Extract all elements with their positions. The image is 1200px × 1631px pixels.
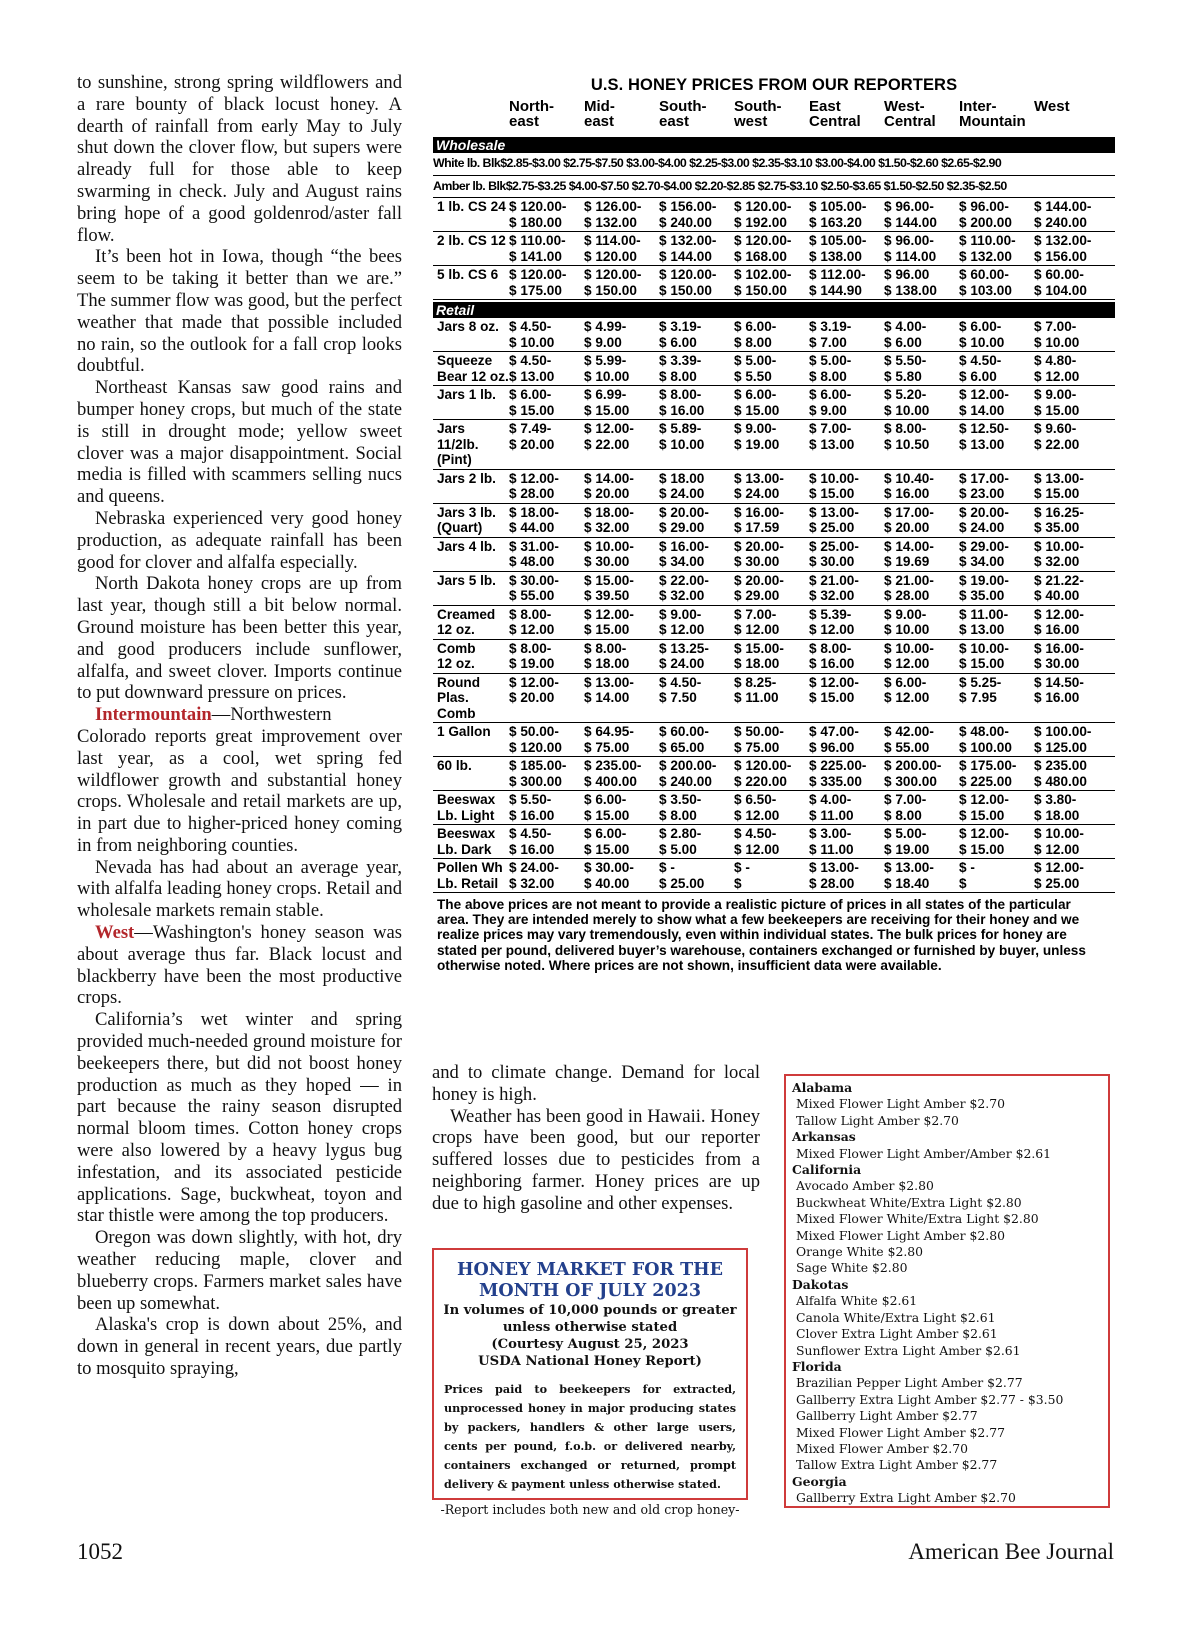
price-cell: $ 235.00- $ 400.00 bbox=[584, 758, 642, 789]
price-cell: $ 235.00 $ 480.00 bbox=[1034, 758, 1087, 789]
price-cell: $ 8.00- $ 19.00 bbox=[509, 640, 555, 671]
price-cell: $ 25.00- $ 30.00 bbox=[809, 538, 859, 569]
price-cell: $ 10.40- $ 16.00 bbox=[884, 470, 934, 501]
market-footer: -Report includes both new and old crop honey- bbox=[440, 1502, 740, 1517]
state-price-item: Mixed Flower Light Amber/Amber $2.61 bbox=[796, 1145, 1052, 1161]
price-cell: $ 5.50- $ 16.00 bbox=[509, 792, 555, 823]
price-cell: $ 10.00- $ 32.00 bbox=[1034, 538, 1084, 569]
price-cell: $ 7.00- $ 8.00 bbox=[884, 792, 927, 823]
state-price-item: Mixed Flower White/Extra Light $2.80 bbox=[796, 1211, 1039, 1227]
state-price-box bbox=[784, 1074, 1110, 1508]
price-cell: $ 96.00- $ 144.00 bbox=[884, 199, 937, 230]
price-cell: $ 19.00- $ 35.00 bbox=[959, 572, 1009, 603]
article-paragraph bbox=[432, 1062, 760, 1106]
price-cell: $ 225.00- $ 335.00 bbox=[809, 758, 867, 789]
price-cell: $ 144.00- $ 240.00 bbox=[1034, 199, 1092, 230]
retail-rows bbox=[433, 318, 1115, 893]
price-cell: $ 13.00- $ 14.00 bbox=[584, 674, 634, 705]
state-price-item: Mixed Flower Light Amber $2.80 bbox=[796, 1227, 1005, 1243]
table-row bbox=[433, 606, 1115, 640]
paragraph-text: —Washington's honey season was about average thus far. Black locust and blackberry have been the most productive crops. bbox=[77, 922, 402, 1009]
row-label: Comb 12 oz. bbox=[437, 640, 476, 671]
row-label: Jars 3 lb. (Quart) bbox=[437, 504, 496, 535]
table-row bbox=[433, 504, 1115, 538]
price-cell: $ 64.95- $ 75.00 bbox=[584, 724, 634, 755]
state-name: Dakotas bbox=[792, 1276, 849, 1292]
region-header-cell: Mid- east bbox=[584, 98, 615, 130]
table-row bbox=[433, 791, 1115, 825]
honey-price-table bbox=[433, 76, 1115, 973]
article-paragraph bbox=[77, 573, 402, 704]
price-cell: $ 110.00- $ 132.00 bbox=[959, 233, 1016, 264]
price-cell: $ 5.99- $ 10.00 bbox=[584, 353, 630, 384]
price-cell: $ 10.00- $ 30.00 bbox=[584, 538, 634, 569]
price-cell: $ 30.00- $ 55.00 bbox=[509, 572, 559, 603]
row-label: Beeswax Lb. Light bbox=[437, 792, 496, 823]
row-label: 5 lb. CS 6 bbox=[437, 267, 499, 282]
price-cell: $ 120.00- $ 150.00 bbox=[584, 267, 642, 298]
row-label: 1 Gallon bbox=[437, 724, 491, 739]
price-cell: $ 200.00- $ 300.00 bbox=[884, 758, 942, 789]
row-label: Jars 11/2lb. (Pint) bbox=[437, 421, 479, 467]
table-row bbox=[433, 352, 1115, 386]
price-cell: $ 7.00- $ 13.00 bbox=[809, 421, 855, 452]
price-cell: $ 12.00- $ 16.00 bbox=[1034, 606, 1084, 637]
price-cell: $ 4.50- $ 13.00 bbox=[509, 353, 555, 384]
state-price-item: Clover Extra Light Amber $2.61 bbox=[796, 1326, 998, 1342]
row-label: Squeeze Bear 12 oz. bbox=[437, 353, 509, 384]
price-cell: $ 5.00- $ 8.00 bbox=[809, 353, 852, 384]
region-header-cell: North- east bbox=[509, 98, 554, 130]
price-cell: $ 4.80- $ 12.00 bbox=[1034, 353, 1080, 384]
price-cell: $ 7.00- $ 10.00 bbox=[1034, 319, 1080, 350]
price-cell: $ 13.00- $ 24.00 bbox=[734, 470, 784, 501]
table-row bbox=[433, 825, 1115, 859]
price-cell: $ 6.00- $ 9.00 bbox=[809, 387, 852, 418]
article-paragraph bbox=[432, 1106, 760, 1215]
price-cell: $ 3.39- $ 8.00 bbox=[659, 353, 702, 384]
state-price-item: Buckwheat White/Extra Light $2.80 bbox=[796, 1194, 1022, 1210]
price-cell: $ 3.80- $ 18.00 bbox=[1034, 792, 1080, 823]
journal-name: American Bee Journal bbox=[908, 1539, 1114, 1564]
paragraph-text: —Northwestern Colorado reports great improvement over last year, as a cool, wet spring fed wildflower growth and substantial honey crops. Wholesale and retail markets are up, in part due to higher-priced honey coming in from neighboring counties. bbox=[77, 704, 402, 856]
row-label: Jars 2 lb. bbox=[437, 470, 496, 486]
market-subtitle-2: unless otherwise stated bbox=[502, 1320, 678, 1335]
price-cell: $ 96.00- $ 114.00 bbox=[884, 233, 937, 264]
price-cell: $ 21.00- $ 28.00 bbox=[884, 572, 934, 603]
table-row bbox=[433, 176, 1115, 199]
price-cell: $ 4.00- $ 6.00 bbox=[884, 319, 927, 350]
region-header-cell: West- Central bbox=[884, 98, 936, 130]
wholesale-section-bar: Wholesale bbox=[433, 137, 1115, 153]
price-cell: $ 5.20- $ 10.00 bbox=[884, 387, 930, 418]
market-courtesy-1: (Courtesy August 25, 2023 bbox=[491, 1337, 689, 1352]
state-price-item: Gallberry Extra Light Amber $2.70 bbox=[796, 1490, 1016, 1506]
article-paragraph bbox=[77, 922, 402, 1009]
price-cell: $ 8.25- $ 11.00 bbox=[734, 674, 779, 705]
paragraph-text: to sunshine, strong spring wildflowers and a rare bounty of black locust honey. A dearth of rainfall from early May to July shut down the clover flow, but supers were already full for those able to keep swarming in check. July and August rains bring hope of a good goldenrod/aster fall flow. bbox=[77, 72, 402, 246]
price-cell: $ 24.00- $ 32.00 bbox=[509, 860, 559, 891]
price-cell: $ 5.39- $ 12.00 bbox=[809, 606, 855, 637]
price-cell: $ 18.00- $ 44.00 bbox=[509, 504, 559, 535]
price-cell: $ 6.00- $ 15.00 bbox=[734, 387, 780, 418]
price-cell: $ 126.00- $ 132.00 bbox=[584, 199, 642, 230]
table-row bbox=[433, 386, 1115, 420]
price-cell: $ 96.00- $ 200.00 bbox=[959, 199, 1012, 230]
price-cell: $ 120.00- $ 220.00 bbox=[734, 758, 792, 789]
state-price-item: Tallow Extra Light Amber $2.77 bbox=[796, 1457, 998, 1473]
table-row bbox=[433, 723, 1115, 757]
price-cell: $ 4.50- $ 10.00 bbox=[509, 319, 555, 350]
price-cell: $ 120.00- $ 175.00 bbox=[509, 267, 567, 298]
region-header bbox=[433, 99, 1115, 135]
price-cell: $ 3.19- $ 7.00 bbox=[809, 319, 852, 350]
table-row bbox=[433, 232, 1115, 266]
price-cell: $ 9.60- $ 22.00 bbox=[1034, 421, 1080, 452]
paragraph-text: North Dakota honey crops are up from last year, though still a bit below normal. Ground moisture has been better this year, and good producers include sunflower, alfalfa, and sweet clover. Imports continue to put downward pressure on prices. bbox=[77, 573, 402, 704]
table-row bbox=[433, 757, 1115, 791]
market-courtesy-2: USDA National Honey Report) bbox=[478, 1354, 702, 1369]
price-cell: $ 12.00- $ 25.00 bbox=[1034, 860, 1084, 891]
row-label: Jars 1 lb. bbox=[437, 387, 496, 402]
price-cell: $ 42.00- $ 55.00 bbox=[884, 724, 934, 755]
price-cell: $ - $ bbox=[734, 860, 750, 891]
price-cell: $ 5.25- $ 7.95 bbox=[959, 674, 1002, 705]
price-cell: $ 13.00- $ 15.00 bbox=[1034, 470, 1084, 501]
table-row bbox=[433, 572, 1115, 606]
paragraph-text: California’s wet winter and spring provided much-needed ground moisture for beekeepers there, but did not boost honey production as much as they hoped — in part because the rainy season disrupted normal bloom times. Cotton honey crops were also lowered by a heavy lygus bug infestation, and its associated pesticide applications. Sage, buckwheat, toyon and star thistle were among the top producers. bbox=[77, 1009, 402, 1227]
region-header-cell: East Central bbox=[809, 98, 861, 130]
price-cell: $ 5.00- $ 19.00 bbox=[884, 826, 930, 857]
price-cell: $ 9.00- $ 15.00 bbox=[1034, 387, 1080, 418]
price-cell: $ 9.00- $ 19.00 bbox=[734, 421, 780, 452]
price-cell: $ 31.00- $ 48.00 bbox=[509, 538, 559, 569]
row-label: Pollen Wh Lb. Retail bbox=[437, 860, 503, 891]
table-row bbox=[433, 859, 1115, 893]
price-cell: $ 13.00- $ 18.40 bbox=[884, 860, 934, 891]
price-cell: $ 12.50- $ 13.00 bbox=[959, 421, 1009, 452]
price-cell: $ 175.00- $ 225.00 bbox=[959, 758, 1017, 789]
price-cell: $ 6.50- $ 12.00 bbox=[734, 792, 780, 823]
price-cell: $ 110.00- $ 141.00 bbox=[509, 233, 566, 264]
region-header-cell: South- west bbox=[734, 98, 782, 130]
price-cell: $ 60.00- $ 103.00 bbox=[959, 267, 1012, 298]
row-label: Jars 8 oz. bbox=[437, 319, 499, 334]
price-cell: $ 16.00- $ 34.00 bbox=[659, 538, 709, 569]
article-left-column bbox=[77, 72, 402, 1380]
price-cell: $ 29.00- $ 34.00 bbox=[959, 538, 1009, 569]
price-cell: $ 60.00- $ 104.00 bbox=[1034, 267, 1087, 298]
price-cell: $ 15.00- $ 39.50 bbox=[584, 572, 634, 603]
price-cell: $ 16.25- $ 35.00 bbox=[1034, 504, 1084, 535]
price-cell: $ 18.00 $ 24.00 bbox=[659, 470, 705, 501]
table-row bbox=[433, 470, 1115, 504]
price-cell: $ 22.00- $ 32.00 bbox=[659, 572, 709, 603]
price-cell: $ 102.00- $ 150.00 bbox=[734, 267, 792, 298]
article-paragraph bbox=[77, 1227, 402, 1314]
market-description: Prices paid to beekeepers for extracted, unprocessed honey in major producing states by packers, handlers & other large users, cents per pound, f.o.b. or delivered nearby, containers exchanged or returned, prompt delivery & payment unless otherwise stated. bbox=[444, 1382, 736, 1491]
article-paragraph bbox=[77, 72, 402, 246]
state-price-item: Gallberry Extra Light Amber $2.77 - $3.50 bbox=[796, 1391, 1064, 1407]
price-cell: $ 48.00- $ 100.00 bbox=[959, 724, 1012, 755]
price-cell: $ 12.00- $ 28.00 bbox=[509, 470, 559, 501]
price-cell: $ 5.00- $ 5.50 bbox=[734, 353, 777, 384]
row-label: Creamed 12 oz. bbox=[437, 606, 496, 637]
price-cell: $ 120.00- $ 150.00 bbox=[659, 267, 717, 298]
price-cell: $ 5.50- $ 5.80 bbox=[884, 353, 927, 384]
region-header-cell: South- east bbox=[659, 98, 707, 130]
price-cell: $ 5.89- $ 10.00 bbox=[659, 421, 705, 452]
price-cell: $ 3.50- $ 8.00 bbox=[659, 792, 702, 823]
state-price-item: Tallow Light Amber $2.70 bbox=[796, 1112, 959, 1128]
price-cell: $ - $ bbox=[959, 860, 975, 891]
price-cell: $ 15.00- $ 18.00 bbox=[734, 640, 784, 671]
price-cell: $ 10.00- $ 15.00 bbox=[959, 640, 1009, 671]
article-paragraph bbox=[77, 1314, 402, 1379]
state-price-item: Canola White/Extra Light $2.61 bbox=[796, 1309, 996, 1325]
state-price-item: Alfalfa White $2.61 bbox=[796, 1293, 918, 1309]
price-cell: $ 156.00- $ 240.00 bbox=[659, 199, 717, 230]
state-name: Georgia bbox=[792, 1473, 847, 1489]
paragraph-text: Northeast Kansas saw good rains and bumper honey crops, but much of the state is still in drought mode; yellow sweet clover was a major disappointment. Social media is filled with scammers selling nucs and queens. bbox=[77, 377, 402, 508]
price-cell: $ 8.00- $ 16.00 bbox=[809, 640, 855, 671]
price-cell: $ 6.99- $ 15.00 bbox=[584, 387, 630, 418]
price-cell: $ 6.00- $ 15.00 bbox=[509, 387, 555, 418]
price-cell: $ 13.00- $ 25.00 bbox=[809, 504, 859, 535]
region-header-spacer bbox=[433, 99, 509, 135]
price-cell: $ 7.49- $ 20.00 bbox=[509, 421, 555, 452]
price-cell: $ 17.00- $ 20.00 bbox=[884, 504, 934, 535]
price-cell: $ 6.00- $ 12.00 bbox=[884, 674, 930, 705]
state-name: Alabama bbox=[792, 1080, 853, 1095]
price-cell: $ 120.00- $ 192.00 bbox=[734, 199, 792, 230]
paragraph-text: Nevada has had about an average year, with alfalfa leading honey crops. Retail and wholesale markets remain stable. bbox=[77, 856, 402, 922]
table-note: The above prices are not meant to provide a realistic picture of prices in all states of the particular area. They are intended merely to show what a few beekeepers are receiving for their honey and we realize prices may vary tremendously, even within individual states. The bulk prices for honey are stated per pound, delivered buyer’s warehouse, containers exchanged or furnished by buyer, unless otherwise noted. Where prices are not shown, insufficient data were available. bbox=[437, 897, 1086, 973]
price-cell: $ 13.00- $ 28.00 bbox=[809, 860, 859, 891]
price-cell: $ 14.00- $ 20.00 bbox=[584, 470, 634, 501]
state-price-item: Gallberry Light Amber $2.77 bbox=[796, 1408, 978, 1424]
price-cell: $ 4.50- $ 6.00 bbox=[959, 353, 1002, 384]
price-cell: $ 12.00- $ 15.00 bbox=[809, 674, 859, 705]
price-cell: $ 16.00- $ 30.00 bbox=[1034, 640, 1084, 671]
table-row bbox=[433, 538, 1115, 572]
region-heading: Intermountain bbox=[95, 704, 212, 726]
price-cell: $ 12.00- $ 14.00 bbox=[959, 387, 1009, 418]
price-cell: $ 60.00- $ 65.00 bbox=[659, 724, 709, 755]
state-price-item: Sage White $2.80 bbox=[796, 1260, 908, 1276]
bulk-row-text: Amber lb. Blk$2.75-$3.25 $4.00-$7.50 $2.70-$4.00 $2.20-$2.85 $2.75-$3.10 $2.50-$3.65 $1.50-$2.50 $2.35-$2.50 bbox=[433, 178, 1007, 193]
article-paragraph bbox=[77, 857, 402, 922]
price-cell: $ 50.00- $ 120.00 bbox=[509, 724, 562, 755]
price-cell: $ 2.80- $ 5.00 bbox=[659, 826, 702, 857]
row-label: 1 lb. CS 24 bbox=[437, 199, 506, 214]
wholesale-rows bbox=[433, 198, 1115, 300]
price-cell: $ 132.00- $ 156.00 bbox=[1034, 233, 1092, 264]
state-price-item: Orange White $2.80 bbox=[796, 1244, 924, 1260]
price-cell: $ 4.50- $ 7.50 bbox=[659, 674, 702, 705]
price-cell: $ 10.00- $ 15.00 bbox=[809, 470, 859, 501]
price-cell: $ 3.00- $ 11.00 bbox=[809, 826, 854, 857]
price-cell: $ 4.50- $ 12.00 bbox=[734, 826, 780, 857]
paragraph-text: Weather has been good in Hawaii. Honey crops have been good, but our reporter suffered losses due to pesticides from a neighboring farmer. Honey prices are up due to high gasoline and other expenses. bbox=[432, 1105, 760, 1214]
state-price-item: Mixed Flower Light Amber $2.77 bbox=[796, 1424, 1005, 1440]
paragraph-text: Oregon was down slightly, with hot, dry weather reducing maple, clover and blueberry crops. Farmers market sales have been up somewhat. bbox=[77, 1227, 402, 1314]
article-paragraph bbox=[77, 377, 402, 508]
price-cell: $ 8.00- $ 18.00 bbox=[584, 640, 630, 671]
region-header-cell: West bbox=[1034, 98, 1070, 115]
paragraph-text: Nebraska experienced very good honey production, as adequate rainfall has been good for clover and alfalfa especially. bbox=[77, 507, 402, 573]
price-cell: $ 185.00- $ 300.00 bbox=[509, 758, 567, 789]
price-cell: $ 6.00- $ 8.00 bbox=[734, 319, 777, 350]
price-cell: $ 8.00- $ 16.00 bbox=[659, 387, 705, 418]
table-title: U.S. HONEY PRICES FROM OUR REPORTERS bbox=[590, 76, 958, 94]
state-name: Arkansas bbox=[792, 1129, 856, 1145]
price-cell: $ 8.00- $ 12.00 bbox=[509, 606, 555, 637]
price-cell: $ 12.00- $ 15.00 bbox=[959, 792, 1009, 823]
price-cell: $ 13.25- $ 24.00 bbox=[659, 640, 709, 671]
price-cell: $ 16.00- $ 17.59 bbox=[734, 504, 784, 535]
price-cell: $ 14.50- $ 16.00 bbox=[1034, 674, 1084, 705]
bulk-row-text: White lb. Blk$2.85-$3.00 $2.75-$7.50 $3.00-$4.00 $2.25-$3.00 $2.35-$3.10 $3.00-$4.00 $1.50-$2.60 $2.65-$2.90 bbox=[433, 156, 1002, 170]
price-cell: $ 120.00- $ 180.00 bbox=[509, 199, 567, 230]
paragraph-text: It’s been hot in Iowa, though “the bees seem to be taking it better than we are.” The summer flow was good, but the perfect weather that made that possible included no rain, so the outlook for a fall crop looks doubtful. bbox=[77, 246, 402, 377]
price-cell: $ 20.00- $ 30.00 bbox=[734, 538, 784, 569]
price-cell: $ 11.00- $ 13.00 bbox=[959, 606, 1009, 637]
article-paragraph bbox=[77, 704, 402, 857]
price-cell: $ 12.00- $ 22.00 bbox=[584, 421, 634, 452]
price-cell: $ 10.00- $ 12.00 bbox=[884, 640, 934, 671]
price-cell: $ 20.00- $ 29.00 bbox=[734, 572, 784, 603]
market-title: HONEY MARKET FOR THE MONTH OF JULY 2023 bbox=[456, 1260, 724, 1301]
table-row bbox=[433, 318, 1115, 352]
state-price-item: Mixed Flower Light Amber $2.70 bbox=[796, 1096, 1005, 1112]
table-row bbox=[433, 198, 1115, 232]
row-label: Jars 4 lb. bbox=[437, 538, 496, 554]
price-cell: $ 100.00- $ 125.00 bbox=[1034, 724, 1092, 755]
price-cell: $ 12.00- $ 20.00 bbox=[509, 674, 559, 705]
price-cell: $ 10.00- $ 12.00 bbox=[1034, 826, 1084, 857]
row-label: Beeswax Lb. Dark bbox=[437, 826, 496, 857]
table-row bbox=[433, 674, 1115, 724]
price-cell: $ 105.00- $ 138.00 bbox=[809, 233, 867, 264]
price-cell: $ 4.99- $ 9.00 bbox=[584, 319, 627, 350]
state-name: Florida bbox=[792, 1358, 842, 1374]
price-cell: $ 4.50- $ 16.00 bbox=[509, 826, 555, 857]
price-cell: $ 4.00- $ 11.00 bbox=[809, 792, 854, 823]
bulk-rows bbox=[433, 153, 1115, 198]
state-price-item: Sunflower Extra Light Amber $2.61 bbox=[796, 1342, 1021, 1358]
price-cell: $ 12.00- $ 15.00 bbox=[584, 606, 634, 637]
article-middle-column bbox=[432, 1062, 760, 1215]
market-subtitle-1: In volumes of 10,000 pounds or greater bbox=[443, 1303, 737, 1318]
price-cell: $ 7.00- $ 12.00 bbox=[734, 606, 780, 637]
price-cell: $ 114.00- $ 120.00 bbox=[584, 233, 641, 264]
region-header-cell: Inter- Mountain bbox=[959, 98, 1026, 130]
state-price-item: Avocado Amber $2.80 bbox=[796, 1178, 934, 1194]
price-cell: $ 105.00- $ 163.20 bbox=[809, 199, 867, 230]
price-cell: $ 14.00- $ 19.69 bbox=[884, 538, 934, 569]
article-paragraph bbox=[77, 246, 402, 377]
price-cell: $ 21.22- $ 40.00 bbox=[1034, 572, 1084, 603]
price-cell: $ 21.00- $ 32.00 bbox=[809, 572, 859, 603]
price-cell: $ 6.00- $ 15.00 bbox=[584, 826, 630, 857]
price-cell: $ 50.00- $ 75.00 bbox=[734, 724, 784, 755]
price-cell: $ 132.00- $ 144.00 bbox=[659, 233, 717, 264]
price-cell: $ 30.00- $ 40.00 bbox=[584, 860, 634, 891]
price-cell: $ 6.00- $ 10.00 bbox=[959, 319, 1005, 350]
table-row bbox=[433, 266, 1115, 300]
page-number: 1052 bbox=[77, 1539, 123, 1564]
region-heading: West bbox=[95, 922, 135, 944]
row-label: Jars 5 lb. bbox=[437, 572, 496, 588]
price-cell: $ 3.19- $ 6.00 bbox=[659, 319, 702, 350]
price-cell: $ 9.00- $ 10.00 bbox=[884, 606, 930, 637]
row-label: 2 lb. CS 12 bbox=[437, 233, 506, 248]
price-cell: $ 120.00- $ 168.00 bbox=[734, 233, 792, 264]
table-row bbox=[433, 153, 1115, 176]
honey-market-box bbox=[432, 1248, 748, 1517]
article-paragraph bbox=[77, 1009, 402, 1227]
article-paragraph bbox=[77, 508, 402, 573]
price-cell: $ 112.00- $ 144.90 bbox=[809, 267, 866, 298]
price-cell: $ 47.00- $ 96.00 bbox=[809, 724, 859, 755]
price-cell: $ 20.00- $ 24.00 bbox=[959, 504, 1009, 535]
price-cell: $ 9.00- $ 12.00 bbox=[659, 606, 705, 637]
state-price-item: Mixed Flower Amber $2.70 bbox=[796, 1440, 968, 1456]
price-cell: $ 200.00- $ 240.00 bbox=[659, 758, 717, 789]
row-label: 60 lb. bbox=[437, 758, 472, 773]
paragraph-text: and to climate change. Demand for local honey is high. bbox=[432, 1062, 760, 1105]
paragraph-text: Alaska's crop is down about 25%, and down in general in recent years, due partly to mosquito spraying, bbox=[77, 1314, 402, 1380]
price-cell: $ 6.00- $ 15.00 bbox=[584, 792, 630, 823]
retail-section-bar: Retail bbox=[433, 302, 1115, 318]
row-label: Round Plas. Comb bbox=[437, 674, 481, 721]
price-cell: $ - $ 25.00 bbox=[659, 860, 705, 891]
state-price-item: Brazilian Pepper Light Amber $2.77 bbox=[796, 1375, 1023, 1391]
price-cell: $ 96.00 $ 138.00 bbox=[884, 267, 937, 298]
table-row bbox=[433, 640, 1115, 674]
price-cell: $ 20.00- $ 29.00 bbox=[659, 504, 709, 535]
price-cell: $ 18.00- $ 32.00 bbox=[584, 504, 634, 535]
price-cell: $ 17.00- $ 23.00 bbox=[959, 470, 1009, 501]
price-cell: $ 12.00- $ 15.00 bbox=[959, 826, 1009, 857]
price-cell: $ 8.00- $ 10.50 bbox=[884, 421, 930, 452]
table-row bbox=[433, 420, 1115, 470]
state-name: California bbox=[792, 1162, 862, 1178]
